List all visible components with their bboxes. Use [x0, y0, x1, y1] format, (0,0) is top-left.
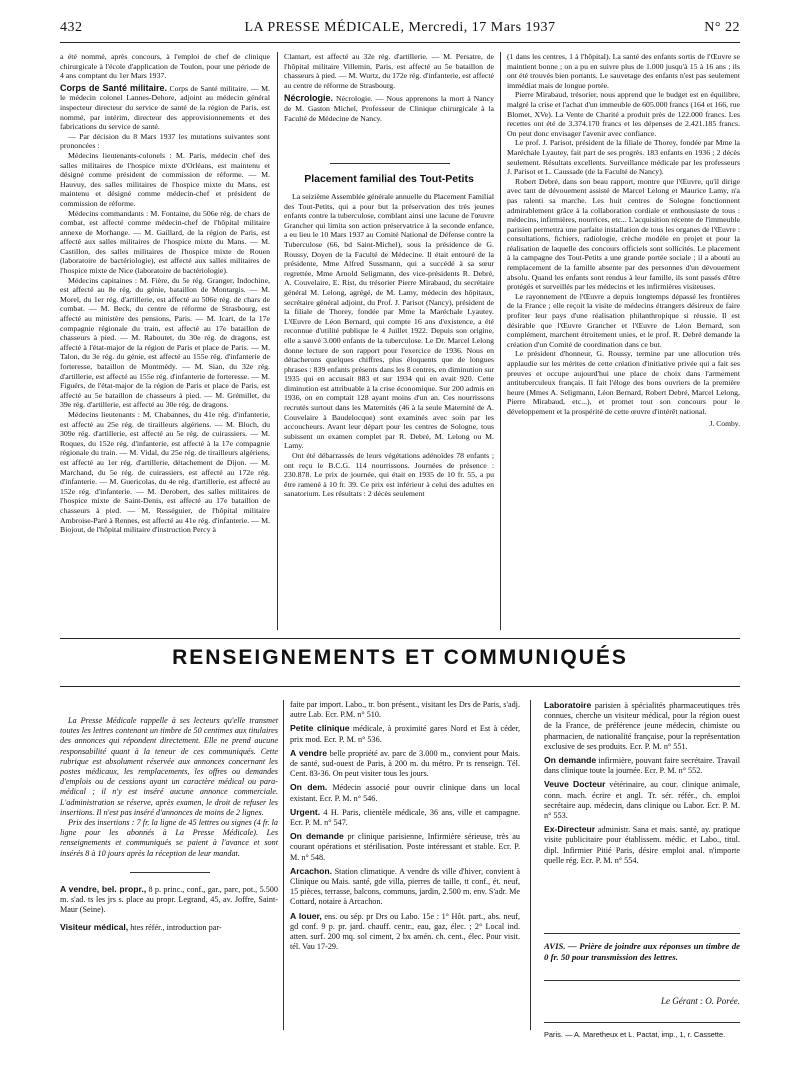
- avis-rule: [544, 933, 740, 934]
- paragraph-text: Nécrologie. — Nous apprenons la mort à Nancy de M. Gaston Michel, Professeur de Clinique chirurgicale à la Faculté de Médecine de Nancy.: [284, 94, 494, 123]
- banner-rule: [60, 686, 740, 687]
- column-divider: [530, 700, 531, 1030]
- classified-ad: [290, 782, 520, 803]
- section-heading: Nécrologie.: [284, 93, 334, 104]
- ad-text: 4 H. Paris, clientèle médicale, 36 ans, ville et campagne. Ecr. P. M. n° 547.: [290, 807, 520, 828]
- ad-lead: On demande: [544, 755, 597, 766]
- ad-text: pr clinique parisienne, Infirmière sérieuse, très au courant opérations et stérilisation. Poste intéressant et stable. Ecr. P. M. n° 548.: [290, 832, 520, 862]
- section-heading: Corps de Santé militaire.: [60, 82, 167, 93]
- section-rule: [330, 163, 450, 164]
- ad-lead: Ex-Directeur: [544, 824, 596, 835]
- ad-text: belle propriété av. parc de 3.000 m., convient pour Mais. de santé, sud-ouest de Paris, à 200 m. du métro. Pr ts renseign. Tél. Cent. 83-36. On peut visiter tous les jours.: [290, 748, 521, 779]
- ad-lead: Arcachon.: [290, 865, 333, 876]
- ad-text: Station climatique. A vendre ds ville d'hiver, convient à Clinique ou Mais. santé, gde villa, pierres de taille, tt conf., ét. neuf, 15 pièces, terrasse, balcons, communs, jardin, 2.500 m. env. S'adr. Me Cottard, notaire à Arcachon.: [290, 866, 521, 907]
- notice-paragraph: La Presse Médicale rappelle à ses lecteurs qu'elle transmet toutes les lettres contenant un timbre de 50 centimes aux titulaires des annonces qui répondent directement. Elle ne prend aucune responsabilité quant à la teneur de ces communiqués. Cette rubrique est absolument réservée aux annonces concernant les postes médicaux, les remplacements, les offres ou demandes d'emplois ou de cessions ayant un caractère médical ou para-médical ; il n'y est inséré aucune annonce commerciale. L'administration se réserve, après examen, le droit de refuser les insertions. Il n'est pas inséré d'annonces de moins de 2 lignes.: [60, 716, 278, 817]
- paragraph: Le prof. J. Parisot, président de la filiale de Thorey, fondée par Mme la Maréchale Lyautey, fait part de ses progrès. 183 enfants en 1936 ; 2 décès seulement. Résultats excellents. Surveillance médicale par les professeurs J. Parisot et L. Caussade (de la Faculté de Nancy).: [507, 138, 740, 177]
- classified-ad: [290, 807, 520, 828]
- ad-text: Médecin associé pour ouvrir clinique dans un local existant. Ecr. P. M. n° 546.: [290, 783, 520, 803]
- page-number: 432: [60, 20, 83, 35]
- ads-middle: [290, 700, 520, 1030]
- notice-rule: [130, 872, 210, 873]
- classified-ad: [544, 779, 740, 821]
- column-divider: [283, 700, 284, 1030]
- paragraph: Clamart, est affecté au 32e rég. d'artillerie. — M. Persatre, de l'hôpital militaire Villemin, Paris, est affecté au 5e bataillon de chasseurs à pied. — M. Wurtz, du 172e rég. d'infanterie, est affecté au centre de réforme de Strasbourg.: [284, 52, 494, 90]
- ad-lead: Petite clinique: [290, 723, 350, 734]
- paragraph: La seizième Assemblée générale annuelle du Placement Familial des Tout-Petits, qui a pour but la préservation des très jeunes enfants contre la tuberculose, comblant ainsi une lacune de l'œuvre Grancher qui limita son action préservatrice à la seconde enfance, a eu lieu le 10 Mars 1937 au Comité National de Défense contre la Tuberculose (66, bd Saint-Michel), sous la présidence de G. Roussy, Doyen de la Faculté de Médecine. Il était entouré de la présidente, Mme Alfred Sussmann, qui a succédé à sa sœur regrettée, Mme Arnold Seligmann, des vice-présidents R. Debré, A. Couvelaire, E. Rist, du trésorier Pierre Mirabaud, du secrétaire général M. Lelong, agrégé, de M. Lamy, médecin des hôpitaux, secrétaire général adjoint, du Prof. J. Parisot (Nancy), président de la filiale de Thorey, fondée par Mme la Maréchale Lyautey. L'Œuvre de Léon Bernard, qui compte 16 ans d'existence, a été reconnue d'utilité publique le 4 Juillet 1922. Depuis son origine, elle a sauvé 3.000 enfants de la tuberculose. Le Dr. Marcel Lelong donne lecture de son rapport pour l'exercice de 1936. Nous en détacherons quelques chiffres, plus éloquents que de longues phrases : 839 enfants présents dans les 8 centres, en diminution sur 1935 qui en accusait 883 et sur 1934 qui en avait 920. Cette diminution est attribuable à la crise économique. Sur 200 admis en 1936, on en comptait 128 ayant moins d'un an. Ces nourrissons recrutés surtout dans les Maternités (46 à la seule Maternité de A. Couvelaire à Baudelocque) sont examinés avec soin par les accoucheurs. Avant leur départ pour les centres de Sologne, tous subissent un examen complet par R. Debré, M. Lelong ou M. Lamy.: [284, 192, 494, 451]
- avis-rule: [544, 980, 740, 981]
- classified-ad: [60, 884, 278, 916]
- ad-lead: On dem.: [290, 782, 328, 793]
- paragraph: Ont été débarrassés de leurs végétations adénoïdes 78 enfants ; ont reçu le B.C.G. 114 nourrissons. Journées de présence : 230.878. Le prix de journée, qui était en 1935 de 10 fr. 55, a pu être ramené à 10 fr. 39. Ce prix est inférieur à celui des adultes en sanatorium. Les résultats : 2 décès seulement: [284, 451, 494, 499]
- ads-right: [544, 700, 740, 928]
- ad-lead: Veuve Docteur: [544, 779, 606, 790]
- paragraph: Pierre Mirabaud, trésorier, nous apprend que le budget est en équilibre, malgré la crise et l'achat d'un immeuble de 605.000 francs (164 et 166, rue Blomet, XVe). La Vente de Charité a produit près de 122.000 francs. Les recettes ont été de 3.374.170 francs et les dépenses de 2.421.185 francs. On peut donc envisager l'avenir avec confiance.: [507, 90, 740, 138]
- ad-lead: Laboratoire: [544, 700, 592, 710]
- column-middle-top: [284, 52, 494, 162]
- classified-ad: [60, 922, 278, 933]
- ad-text: htes référ., introduction par-: [130, 922, 222, 932]
- ad-text: 8 p. princ., conf., gar., parc, pot., 5.500 m. s'ad. ts les jrs s. place au propr. Legrand, 45, av. Joffre, Saint-Maur (Seine).: [60, 885, 278, 915]
- paragraph: Médecins capitaines : M. Fière, du 5e rég. Granger, Indochine, est affecté au 8e rég. du génie, bataillon de Montargis. — M. Morel, du 1er rég. d'artillerie, est affecté au 506e rég. de chars de combat. — M. Beck, du centre de réforme de Strasbourg, est affecté au ministère des pensions, Paris. — M. Icart, de la 17e compagnie régionale du train, est affecté au 17e bataillon de chasseurs à pied. — M. Raboutet, du 30e rég. de dragons, est affecté à l'état-major de la région de Paris et place de Paris. — M. Talon, du 3e rég. du génie, est affecté au 155e rég. d'infanterie de forteresse, bataillon de Montmédy. — M. Sian, du 32e rég. d'artillerie, est affecté au 155e rég. d'infanterie de forteresse. — M. Figuérs, de l'état-major de la région de Paris et place de Paris, est affecté au 5e bataillon de chasseurs à pied. — M. Grémillet, du 39e rég. d'artillerie, est affecté au 30e rég. de dragons.: [60, 275, 270, 410]
- classified-ad: [290, 866, 520, 908]
- column-middle-article: [284, 192, 494, 630]
- column-right-article: [507, 52, 740, 632]
- section-separator: [60, 638, 740, 639]
- paragraph: Médecins lieutenants-colonels : M. Paris, médecin chef des salles militaires de l'hospice mixte d'Orléans, est maintenu et désigné comme président de commission de réforme. — M. Hauvuy, des salles militaires de l'hospice mixte du Mans, est maintenu et désigné comme médecin-chef et président de commission de réforme.: [60, 150, 270, 208]
- avis-notice: AVIS. — Prière de joindre aux réponses un timbre de 0 fr. 50 pour transmission des lettres.: [544, 941, 740, 962]
- notice-block: [60, 716, 278, 858]
- ad-text: ens. ou sép. pr Drs ou Labo. 15e : 1° Hôt. part., abs. neuf, gd conf. 9 p. pr. jard. chauff. centr., eau, gaz, élec. ; 2° Local ind. atten. surf. 200 mq. sol ciment, 2 bx amén. ch. cent., élec. Pour visit. tél. Vau 17-29.: [290, 911, 521, 952]
- column-left-news: [60, 52, 270, 632]
- article-signature: J. Comby.: [709, 418, 740, 428]
- classified-ad: [290, 723, 520, 744]
- manager-signature: Le Gérant : O. Porée.: [661, 996, 740, 1006]
- classified-ad: [290, 911, 520, 953]
- paragraph-text: Corps de Santé militaire. — M. le médecin colonel Lannes-Dehore, adjoint au médecin général inspecteur directeur du service de santé de la région de Paris, est nommé, par intérim, directeur des approvisionnements et des fabrications du service de santé.: [60, 83, 270, 132]
- ad-text: infirmière, pouvant faire secrétaire. Travail dans clinique toute la journée. Ecr. P. M. n° 552.: [544, 756, 740, 776]
- column-divider: [500, 52, 501, 630]
- paragraph: Robert Debré, dans son beau rapport, montre que l'Œuvre, qu'il dirige avec tant de dévouement assisté de Marcel Lelong et Maurice Lamy, n'a pas ralenti sa marche. Les huit centres de Sologne fonctionnent admirablement grâce à la collaboration cordiale et enthousiaste de tous : médecins, infirmières, nourrices, etc... L'acquisition récente de l'immeuble parisien permettra une parfaite installation de tous les organes de l'Œuvre : consultations, fichiers, radiologie, crèche modèle en projet et pour la réalisation de laquelle des concours officiels sont sollicités. Le placement à la campagne des Tout-Petits a une grande portée sociale ; il a abouti au remplacement de la famille absente par des personnes d'un dévouement absolu. Quand les enfants sont rendus à leur famille, ils sont passés d'être protégés et surveillés par les médecins et les infirmières visiteuses.: [507, 176, 740, 292]
- ad-lead: A vendre: [290, 747, 328, 758]
- paragraph: [60, 84, 270, 132]
- classified-ad: [290, 748, 520, 780]
- paragraph: (1 dans les centres, 1 à l'hôpital). La santé des enfants sortis de l'Œuvre se maintient bonne ; on a pu en suivre plus de 1.000 jusqu'à 15 à 16 ans ; ils ont été trouvés bien portants. Le sauvetage des enfants n'est pas seulement immédiat mais de longue portée.: [507, 52, 740, 90]
- paragraph: Le rayonnement de l'Œuvre a depuis longtemps dépassé les frontières de la France ; elle reçoit la visite de médecins étrangers désireux de faire profiter leur pays d'une réalisation philanthropique si réussie. Il est désirable que l'Œuvre Grancher et l'Œuvre de Léon Bernard, son complément, marchent étroitement unies, et le prof. R. Debré demande la création d'un Comité de coordination dans ce but.: [507, 291, 740, 349]
- classified-ad: [290, 831, 520, 863]
- paragraph: [284, 94, 494, 123]
- issue-number: N° 22: [704, 20, 740, 35]
- paragraph: Médecins lieutenants : M. Chabannes, du 41e rég. d'infanterie, est affecté au 25e rég. de tirailleurs algériens. — M. Bloch, du 309e rég. d'artillerie, est affecté au 5e rég. de cuirassiers. — M. Roques, du 152e rég. d'infanterie, est affecté à la 17e compagnie régionale du train. — M. Vidal, du 25e rég. de tirailleurs algériens, est affecté au 1er rég. d'artillerie, détachement de Dijon. — M. Marchand, du 5e rég. de cuirassiers, est affecté au 172e rég. d'infanterie. — M. Guericolas, du 4e rég. d'artillerie, est affecté au 152e rég. d'infanterie. — M. Derobert, des salles militaires de l'hospice mixte de Saint-Denis, est affecté au 17e bataillon de chasseurs à pied. — M. Rességuier, de l'hôpital militaire Ambroise-Paré à Rennes, est affecté au 41e rég. d'infanterie. — M. Biojout, de l'hôpital militaire d'instruction Percy à: [60, 409, 270, 535]
- column-divider: [277, 52, 278, 630]
- ad-text: vétérinaire, au cour. clinique animale, conn. mach. écrire et angl. Tr. sér. référ., ch. emploi secrétaire aup. médecin, dans clinique ou Labor. Ecr. P. M. n° 553.: [544, 780, 741, 821]
- notice-paragraph: Prix des insertions : 7 fr. la ligne de 45 lettres ou signes (4 fr. la ligne pour les abonnés à La Presse Médicale). Les renseignements et communiqués se paient à l'avance et sont insérés 8 à 10 jours après la réception de leur mandat.: [60, 818, 278, 858]
- article-title: Placement familial des Tout-Petits: [304, 173, 474, 185]
- page-header: [60, 20, 740, 42]
- classified-ad: [544, 700, 740, 752]
- ad-lead: A vendre, bel. propr.,: [60, 884, 147, 894]
- printer-line: Paris. — A. Maretheux et L. Pactat, imp., 1, r. Cassette.: [544, 1030, 726, 1039]
- footer-rule: [544, 1022, 740, 1023]
- ad-lead: Visiteur médical,: [60, 921, 129, 932]
- ad-lead: Urgent.: [290, 806, 321, 817]
- classified-ad: [544, 755, 740, 776]
- classified-ad: faite par import. Labo., tr. bon présent., visitant les Drs de Paris, s'adj. autre Lab. Ecr. P.M. n° 510.: [290, 700, 520, 720]
- ad-text: parisien à spécialités pharmaceutiques très connues, cherche un visiteur médical, pour la région ouest de la France, de préférence jeune médecin, chimiste ou pharmacien, de nationalité française, pour la représentation exclusive de ses produits. Ecr. P. M. n° 551.: [544, 701, 741, 751]
- ad-lead: A louer,: [290, 910, 322, 921]
- ads-left: [60, 884, 278, 1024]
- paragraph: a été nommé, après concours, à l'emploi de chef de clinique chirurgicale à l'école d'application de Toulon, pour une période de 4 ans comptant du 1er Mars 1937.: [60, 52, 270, 81]
- ad-lead: On demande: [290, 831, 344, 842]
- ad-text: administr. Sana et mais. santé, ay. pratique visite publicitaire pour établissem. médic. et Labo., titul. dipl. Infirmier Pitié Paris, désire emploi anal. n'importe quelle rég. Ecr. P. M. n° 554.: [544, 825, 741, 865]
- header-rule: [60, 42, 740, 43]
- paragraph: — Par décision du 8 Mars 1937 les mutations suivantes sont prononcées :: [60, 131, 270, 151]
- paragraph: Le président d'honneur, G. Roussy, termine par une allocution très applaudie sur les mérites de cette création d'initiative privée qui a fait ses preuves et occupe aujourd'hui une place de choix dans l'armement antituberculeux français. Il fait l'éloge des bons ouvriers de la première heure (Mmes A. Seligmann, Léon Bernard, Robert Debré, Marcel Lelong, Pierre Mirabaud, etc...), et promet tout son concours pour le développement et la prospérité de cette œuvre d'intérêt national.: [507, 349, 740, 416]
- section-banner: RENSEIGNEMENTS ET COMMUNIQUÉS: [172, 646, 628, 669]
- journal-title: LA PRESSE MÉDICALE, Mercredi, 17 Mars 1937: [244, 20, 556, 35]
- ad-text: médicale, à proximité gares Nord et Est à céder, prix mod. Ecr. P. M. n° 536.: [290, 724, 520, 744]
- classified-ad: [544, 824, 740, 866]
- paragraph: Médecins commandants : M. Fontaine, du 506e rég. de chars de combat, est affecté comme médecin-chef de l'hôpital militaire annexe de Morhange. — M. Gaillard, de la région de Paris, est affecté aux salles militaires de l'hospice mixte du Mans. — M. Castillon, des salles militaires de l'hospice mixte de Rouen (laboratoire de bactériologie), est affecté aux salles militaires de l'hospice mixte de Nice (laboratoire de bactériologie).: [60, 208, 270, 276]
